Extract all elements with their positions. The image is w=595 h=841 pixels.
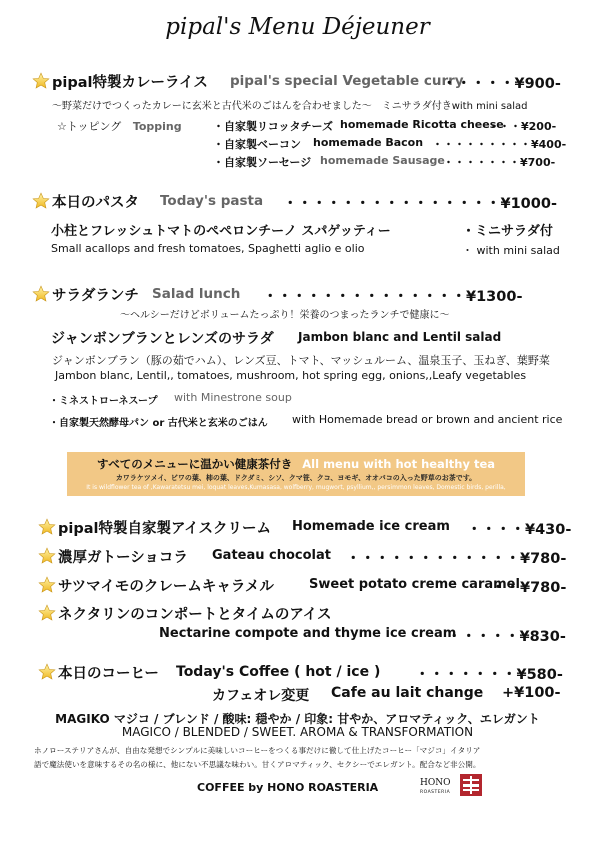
star-icon <box>38 604 56 622</box>
dessert-3-heading <box>38 575 274 596</box>
topping-label-jp: ☆トッピング <box>57 120 122 133</box>
pasta-name-en: Today's pasta <box>160 193 264 209</box>
curry-name-en-wrap <box>230 73 464 89</box>
magiko-description-en: MAGICO / BLENDED / SWEET. AROMA & TRANSFORMATION <box>121 725 474 739</box>
pasta-side-en: ・ with mini salad <box>462 244 560 257</box>
salad-dish-jp: ジャンボンブランとレンズのサラダ <box>51 331 274 347</box>
salad-name-jp: サラダランチ <box>52 288 139 304</box>
star-icon <box>32 285 50 303</box>
curry-heading <box>32 71 208 92</box>
salad-bread-en: with Homemade bread or brown and ancient rice <box>292 413 563 426</box>
star-icon <box>38 518 56 536</box>
magiko-note-line2: 語で魔法使いを意味するその名の様に、他にない不思議な味わい。甘くアロマティック、セクシーでエレガント。配合など非公開。 <box>34 760 481 769</box>
curry-price: ・・・・・¥900- <box>442 76 561 92</box>
dessert-2-jp: 濃厚ガトーショコラ <box>58 550 188 566</box>
tea-heading <box>67 456 525 472</box>
tea-ingredients-en: It is wildflower tea of ,Kawaratetsu mei, loquat leaves,Kumasasa, wolfberry, mugwort, psyllium,, persimmon leaves, Domestic birds, perilla, <box>86 484 506 491</box>
salad-ingredients-jp: ジャンボンブラン（豚の茹でハム）、レンズ豆、トマト、マッシュルーム、温泉玉子、玉ねぎ、葉野菜 <box>52 354 550 367</box>
salad-description: 〜ヘルシーだけどボリュームたっぷり！栄養のつまったランチで健康に〜 <box>120 310 450 321</box>
tea-heading-en: All menu with hot healthy tea <box>302 457 496 471</box>
topping-item-2-en: homemade Bacon <box>313 136 424 149</box>
salad-bread-jp: ・自家製天然酵母パン or 古代米と玄米のごはん <box>49 418 268 429</box>
salad-soup-jp: ・ミネストローネスープ <box>49 396 158 407</box>
topping-item-2-price: ・・・・・・・・・¥400- <box>432 138 567 151</box>
curry-name-jp: pipal特製カレーライス <box>52 75 208 91</box>
topping-item-1-jp: ・自家製リコッタチーズ <box>213 120 334 133</box>
star-icon <box>32 192 50 210</box>
salad-dish-en: Jambon blanc and Lentil salad <box>298 330 502 344</box>
topping-item-1-en: homemade Ricotta cheese <box>340 118 504 131</box>
tea-ingredients-jp: カワラケツメイ、ビワの葉、柿の葉、ドクダミ、シソ、クマ笹、クコ、ヨモギ、オオバコの入った野草のお茶です。 <box>115 474 477 482</box>
dessert-4-en: Nectarine compote and thyme ice cream <box>159 626 457 641</box>
dessert-4-heading <box>38 603 331 624</box>
dessert-2-heading <box>38 546 188 567</box>
magiko-note-line1: ホノローステリアさんが、自由な発想でシンプルに美味しいコーヒーをつくる事だけに徹して仕上げたコーヒー「マジコ」イタリア <box>34 746 481 755</box>
dessert-1-price: ・・・・¥430- <box>467 522 572 538</box>
salad-heading <box>32 284 139 305</box>
topping-item-3-en: homemade Sausage <box>320 154 445 167</box>
logo-text-roasteria: ROASTERIA <box>420 790 451 795</box>
topping-item-3-price: ・・・・・・・¥700- <box>443 156 556 169</box>
star-icon <box>38 547 56 565</box>
coffee-price: ・・・・・・・¥580- <box>415 667 563 683</box>
topping-label <box>57 118 182 134</box>
pasta-dish-jp: 小柱とフレッシュトマトのペペロンチーノ スパゲッティー <box>51 224 391 239</box>
salad-ingredients-en: Jambon blanc, Lentil,, tomatoes, mushroom, hot spring egg, onions,,Leafy vegetables <box>55 369 527 382</box>
topping-item-3-jp: ・自家製ソーセージ <box>213 156 312 169</box>
dessert-3-en: Sweet potato creme caramel <box>309 577 520 592</box>
tea-heading-jp: すべてのメニューに温かい健康茶付き <box>96 457 293 471</box>
dessert-3-jp: サツマイモのクレームキャラメル <box>58 579 274 595</box>
dessert-1-en: Homemade ice cream <box>292 519 450 534</box>
cafe-au-lait-jp: カフェオレ変更 <box>212 688 310 704</box>
coffee-name-jp: 本日のコーヒー <box>58 666 159 682</box>
pasta-dish-en: Small acallops and fresh tomatoes, Spaghetti aglio e olio <box>51 242 365 255</box>
topping-item-2-jp: ・自家製ベーコン <box>213 138 301 151</box>
curry-description: 〜野菜だけでつくったカレーに玄米と古代米のごはんを合わせました〜 ミニサラダ付きwith mini salad <box>52 101 528 112</box>
coffee-heading <box>38 662 159 683</box>
star-icon <box>38 576 56 594</box>
dessert-3-price: ・・¥780- <box>491 580 567 596</box>
star-icon <box>38 663 56 681</box>
salad-soup-en: with Minestrone soup <box>174 391 292 404</box>
pasta-name-jp: 本日のパスタ <box>52 195 139 211</box>
topping-item-1-price: ・・・¥200- <box>488 120 557 133</box>
dessert-1-jp: pipal特製自家製アイスクリーム <box>58 521 272 537</box>
coffee-name-en: Today's Coffee ( hot / ice ) <box>176 664 381 680</box>
dessert-2-price: ・・・・・・・・・・・・¥780- <box>346 551 567 567</box>
logo-text-hono: HONO <box>420 778 451 788</box>
pasta-price: ・・・・・・・・・・・・・・・¥1000- <box>283 196 557 212</box>
dessert-2-en: Gateau chocolat <box>212 548 331 563</box>
salad-price: ・・・・・・・・・・・・・・¥1300- <box>263 289 523 305</box>
magiko-description-jp: MAGIKO マジコ / ブレンド / 酸味: 穏やか / 印象: 甘やか、アロマティック、エレガント <box>55 712 540 726</box>
dessert-1-heading <box>38 517 271 538</box>
salad-name-en: Salad lunch <box>152 286 241 302</box>
tea-banner <box>67 452 525 496</box>
topping-label-en: Topping <box>132 120 182 133</box>
dessert-4-price: ・・・・・¥830- <box>447 629 566 645</box>
cafe-au-lait-en: Cafe au lait change <box>331 685 484 701</box>
cafe-au-lait-price: +¥100- <box>502 685 561 701</box>
hono-roasteria-logo <box>460 774 482 796</box>
coffee-credit: COFFEE by HONO ROASTERIA <box>197 781 379 794</box>
page-title: pipal's Menu Déjeuner <box>165 14 430 40</box>
pasta-side-jp: ・ミニサラダ付 <box>462 224 553 239</box>
curry-name-en: pipal's special Vegetable curry <box>230 73 464 89</box>
dessert-4-jp: ネクタリンのコンポートとタイムのアイス <box>58 607 332 623</box>
pasta-heading <box>32 191 139 212</box>
star-icon <box>32 72 50 90</box>
